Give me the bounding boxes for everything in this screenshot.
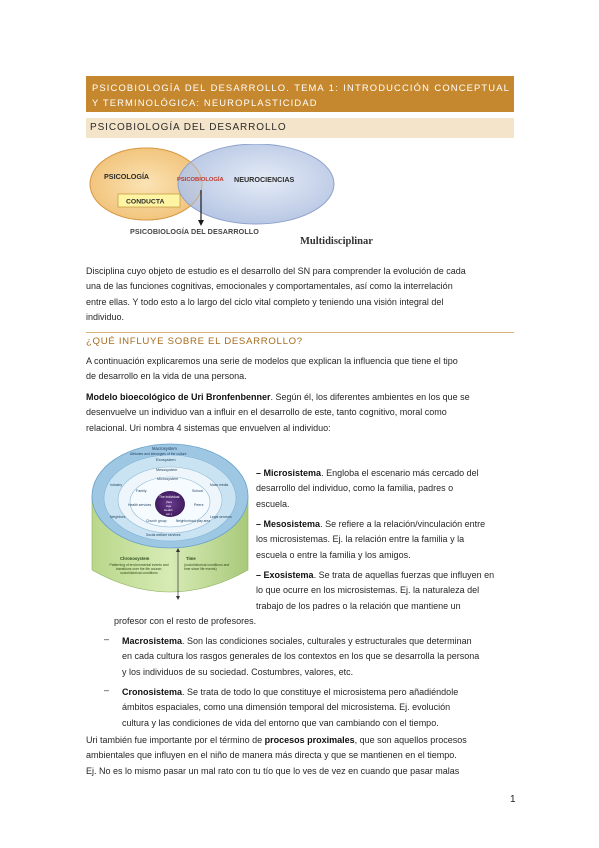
text-line [122,685,514,700]
intro-line: una de las funciones cognitivas, emocionales y comportamentales, así como la interrelación [86,281,453,292]
bioecological-diagram [86,438,254,608]
venn-caption: PSICOBIOLOGÍA DEL DESARROLLO [130,227,259,236]
text-line [256,568,514,583]
time-label: Time [186,556,196,561]
section2-intro [86,354,514,385]
intro-line: individuo. [86,311,125,322]
model-title: Modelo bioecológico de Uri Bronfenbenner [86,392,271,402]
exosistema-title: – Exosistema [256,570,314,580]
text-line: profesor con el resto de profesores. [114,616,257,626]
procesos-proximales-term: procesos proximales [264,735,355,745]
page-number: 1 [510,794,516,805]
text-line: en cada cultura los rasgos generales de los contextos en los que se desarrolla la persona [122,651,480,662]
banner-title: PSICOBIOLOGÍA DEL DESARROLLO. TEMA 1: INTRODUCCIÓN CONCEPTUAL Y TERMINOLÓGICA: NEUROPLASTICIDAD [92,82,510,108]
health-label: Health services [128,503,152,507]
section2-heading: ¿QUÉ INFLUYE SOBRE EL DESARROLLO? [86,336,303,347]
microsistema-title: – Microsistema [256,468,322,478]
chrono-description: Patterning of environmental events and transitions over the life course; sociohistorical conditions [109,563,169,576]
conducta-label: CONDUCTA [126,198,165,206]
model-paragraph [86,390,514,436]
exosistema-item [256,568,514,614]
text-line: los microsistemas. Ej. la relación entre la familia y la [256,534,465,545]
macro-label: Macrosystem [152,446,177,451]
text-line: trabajo de los padres o la relación que mantiene un [256,600,461,611]
text-line [256,517,514,532]
text-fragment: . Se trata de todo lo que constituye el microsistema pero añadiéndole [182,687,459,697]
individual-sub: (Sex [166,500,173,504]
text-line: desarrollo del individuo, como la familia, padres o [256,483,454,494]
mesosistema-item [256,517,514,563]
section-heading: PSICOBIOLOGÍA DEL DESARROLLO [90,122,287,133]
section-heading-bar [86,118,514,138]
bullet-dash: – [104,685,110,695]
exo-label: Exosystem [156,457,176,462]
macrosistema-title: Macrosistema [122,636,183,646]
text-fragment: . Engloba el escenario más cercado del [321,468,479,478]
individual-sub: Health [164,508,173,512]
microsistema-item [256,466,514,512]
text-line [256,466,514,481]
text-fragment: , que son aquellos procesos [354,735,467,745]
neighborhood-label: Neighborhood play area [176,519,211,523]
text-line: lo que ocurre en los microsistemas. Ej. la naturaleza del [256,585,480,596]
micro-label: Microsystem [157,477,179,481]
macrosistema-item [122,634,514,680]
text-line: cultura y las condiciones de vida del entorno que van cambiando con el tiempo. [122,717,439,728]
closing-paragraph [86,733,514,779]
individual-label: The individual [159,495,180,499]
chrono-label: Chronosystem [120,556,150,561]
text-line: ambientales que influyen en el niño de manera más directa y que se mantienen en el tiempo. [86,750,457,761]
venn-left-label: PSICOLOGÍA [104,172,150,181]
meso-label: Mesosystem [156,468,178,472]
text-line: A continuación explicaremos una serie de modelos que explican la influencia que tiene el tipo [86,356,458,366]
venn-right-label: NEUROCIENCIAS [234,175,295,184]
intro-paragraph [86,264,514,325]
text-line: escuela o entre la familia y los amigos. [256,549,411,560]
text-line [86,733,514,748]
church-label: Church group [146,519,167,523]
text-fragment: . Según él, los diferentes ambientes en los que se [270,392,470,402]
family-label: Family [136,489,147,493]
text-line: y los individuos de su sociedad. Costumbres, valores, etc. [122,666,354,677]
text-line [86,390,514,405]
intro-line: entre ellas. Y todo esto a lo largo del ciclo vital completo y teniendo una visión integral del [86,296,444,307]
section-divider [86,332,514,333]
individual-sub: etc.) [166,512,172,516]
multidisciplinar-label: Multidisciplinar [300,236,373,247]
neighbors-label: Neighbors [110,515,126,519]
text-line: relacional. Uri nombra 4 sistemas que envuelven al individuo: [86,422,331,433]
peers-label: Peers [194,503,204,507]
time-description: (sociohistorical conditions and time since life events) [184,563,230,572]
text-line: de desarrollo en la vida de una persona. [86,371,247,382]
text-line [122,634,514,649]
cronosistema-title: Cronosistema [122,687,183,697]
text-line: escuela. [256,498,290,509]
macro-sub-label: Attitudes and ideologies of the culture [130,452,187,456]
industry-label: Industry [110,483,123,487]
text-fragment: . Son las condiciones sociales, culturales y estructurales que determinan [182,636,472,646]
text-line: ámbitos espaciales, como una dimensión temporal del microsistema. Ej. evolución [122,702,451,713]
mesosistema-title: – Mesosistema [256,519,321,529]
venn-diagram [84,144,344,234]
venn-middle-label: PSICOBIOLOGÍA [177,177,224,183]
exosistema-tail [114,614,514,629]
text-fragment: . Se refiere a la relación/vinculación entre [320,519,486,529]
text-line: Ej. No es lo mismo pasar un mal rato con tu tío que lo ves de vez en cuando que pasar malas [86,765,460,776]
text-fragment: Uri también fue importante por el término de [86,735,265,745]
intro-line: Disciplina cuyo objeto de estudio es el desarrollo del SN para comprender la evolución de cada [86,266,466,276]
text-line: desenvuelve un individuo van a influir en el desarrollo de este, tanto cognitivo, moral como [86,407,447,418]
school-label: School [192,489,203,493]
mass-media-label: Mass media [210,483,229,487]
text-fragment: . Se trata de aquellas fuerzas que influyen en [313,570,495,580]
cronosistema-item [122,685,514,731]
bullet-dash: – [104,634,110,644]
individual-sub: Age [166,504,172,508]
social-welfare-label: Social welfare services [146,533,181,537]
legal-label: Legal services [210,515,232,519]
title-banner [86,76,514,112]
